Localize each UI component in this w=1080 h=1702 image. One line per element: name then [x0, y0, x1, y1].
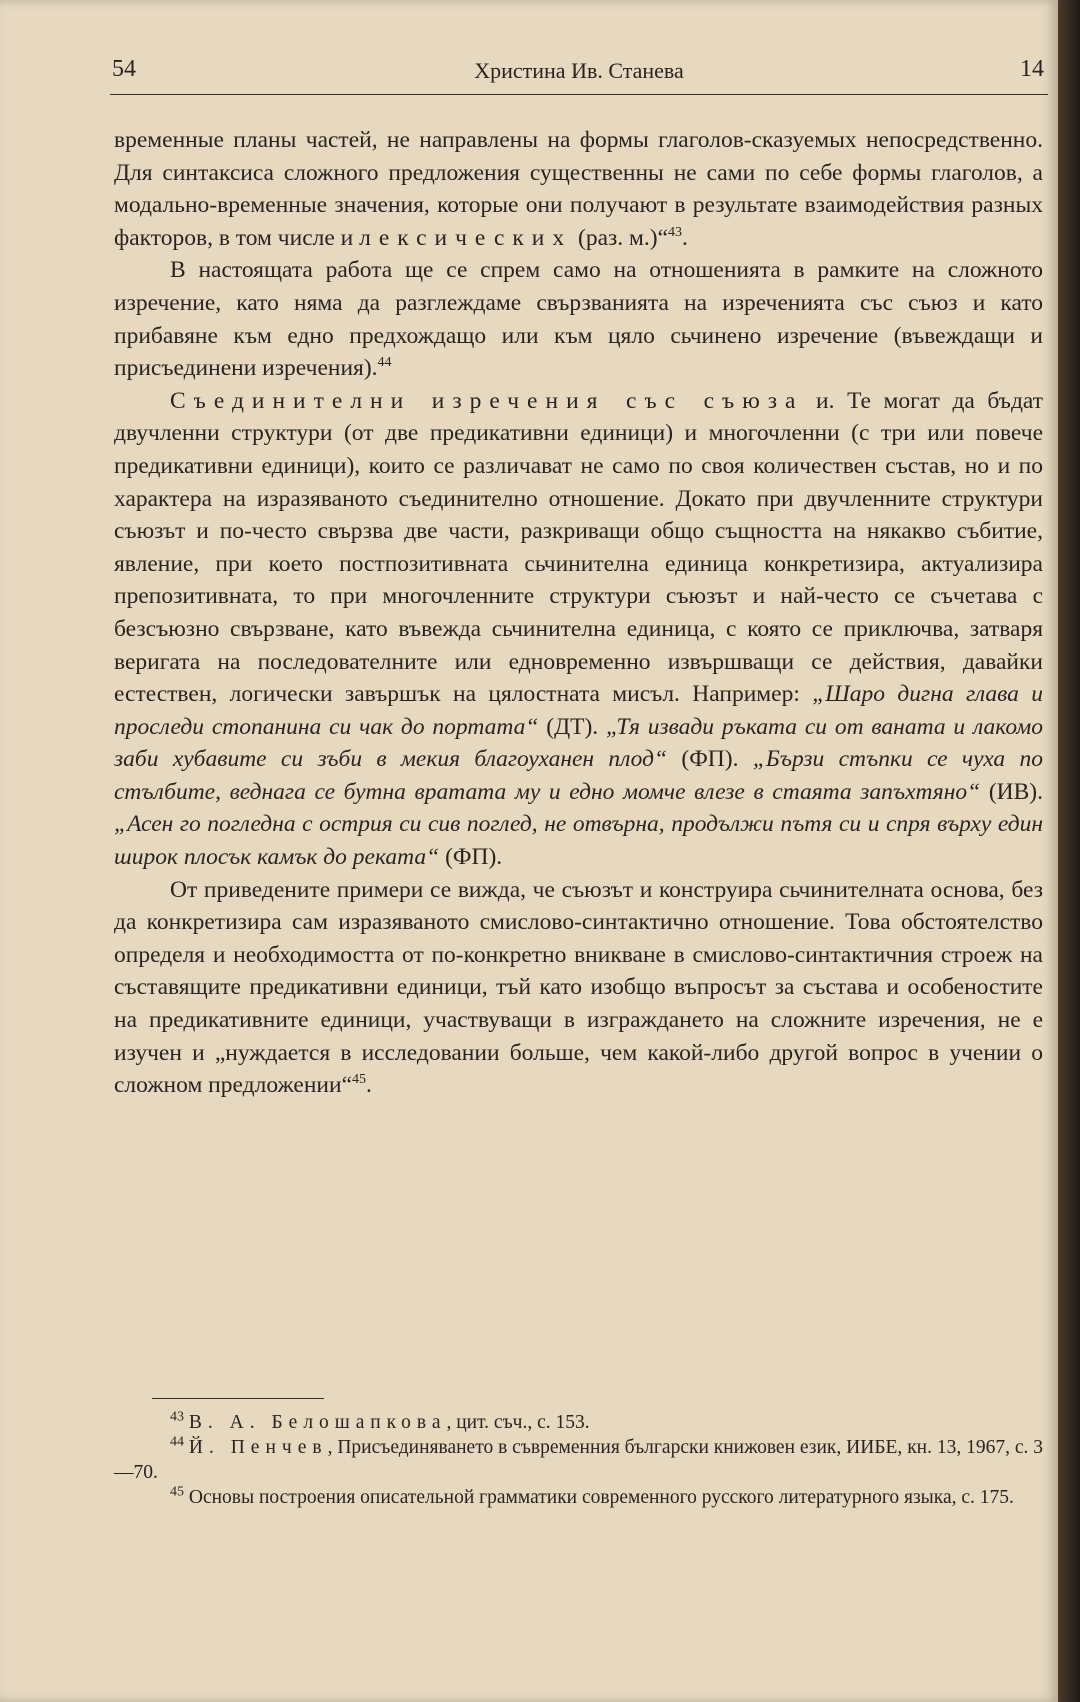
section-heading-spaced: Съединителни изречения със съюза	[170, 387, 804, 414]
footnotes	[114, 1410, 1043, 1510]
paragraph-4: От приведените примери се вижда, че съюзът и конструира сьчинителната основа, без да конкретизира сам изразяваното смислово-синтактично отношение. Това обстоятелство определя и необходимостта от по-конкретно вникване в смислово-синтактичния строеж на съставящите предикативни единици, тъй като изобщо въпросът за състава и особеностите на предикативните единици, участвуващи в изграждането на сложните изречения, не е изучен и „нуждается в исследовании больше, чем какой-либо другой вопрос в учении о сложном предложении“$^{45}$.	[114, 876, 1043, 1099]
issue-number: 14	[1020, 56, 1044, 82]
paragraph-1: временные планы частей, не направлены на формы глаголов-сказуемых непосредственно. Для синтаксиса сложного предложения существенны не сами по себе формы глаголов, а модально-временные значения, которые они получают в результате взаимодействия разных факторов, в том числе и лексических (раз. м.)“$^{43}$.	[114, 127, 1043, 251]
main-text	[114, 124, 1043, 1102]
running-title: Христина Ив. Станева	[474, 58, 684, 83]
footnote-separator	[152, 1398, 324, 1399]
footnote-ref-45: 45	[352, 1072, 366, 1088]
example-3: „Бързи стъпки се чуха по стълбите, веднага се бутна вратата му и едно момче влезе в стаята запъхтяно“	[114, 746, 1043, 805]
paragraph-2: В настоящата работа ще се спрем само на отношенията в рамките на сложното изречение, като няма да разглеждаме свързванията на изреченията със съюз и като прибавяне към едно предхождащо или към цяло сьчинено изречение (въвеждащи и присъединени изречения).$^{44}$	[114, 257, 1043, 382]
example-1: „Шаро дигна глава и проследи стопанина си чак до портата“	[114, 681, 1043, 740]
footnote-43: $^{43}$ В. А. Белошапкова, цит. съч., с. 153.	[170, 1409, 590, 1433]
footnote-ref-43: 43	[668, 224, 683, 240]
example-4: „Асен го погледна с острия си сив поглед, не отвърна, продължи пътя си и спря върху един широк плосък камък до реката“	[114, 811, 1043, 871]
footnote-45: $^{45}$ Основы построения описательной грамматики современного русского литературного языка, с. 175.	[170, 1484, 1014, 1508]
spaced-emphasis: лексических	[359, 224, 573, 251]
page-header	[110, 54, 1048, 95]
page-edge	[1058, 0, 1080, 1702]
paragraph-3: Съединителни изречения със съюза и. Те могат да бъдат двучленни структури (от две предикативни единици) и многочленни (с три или повече предикативни единици), които се различават не само по своя количествен състав, но и по характера на изразяваното съединително отношение. Докато при двучленните структури съюзът и по-често свързва две части, разкриващи общо същността на някакво събитие, явление, при което постпозитивната сьчинителна единица конкретизира, актуализира препозитивната, то при многочленните структури съюзът и най-често се съчетава с безсъюзно свързване, като въвежда сьчинителна единица, с която се приключва, затваря веригата на последователните или едновременно извършващи се действия, давайки естествен, логически завършък на цялостната мисъл. Например: „Шаро дигна глава и проследи стопанина си чак до портата“ (ДТ). „Тя извади ръката си от ваната и лакомо заби хубавите си зъби в мекия благоуханен плод“ (ФП). „Бързи стъпки се чуха по стълбите, веднага се бутна вратата му и едно момче влезе в стаята запъхтяно“ (ИВ). „Асен го погледна с острия си сив поглед, не отвърна, продължи пътя си и спря върху един широк плосък камък до реката“ (ФП).	[114, 387, 1043, 871]
footnote-ref-44: 44	[377, 355, 392, 371]
page-number: 54	[112, 56, 136, 82]
footnote-44: $^{44}$ Й. Пенчев, Присъединяването в съвременния български книжовен език, ИИБЕ, кн. 13, 1967, с. 3—70.	[114, 1434, 1044, 1483]
example-2: „Тя извади ръката си от ваната и лакомо заби хубавите си зъби в мекия благоуханен плод“	[114, 713, 1043, 773]
